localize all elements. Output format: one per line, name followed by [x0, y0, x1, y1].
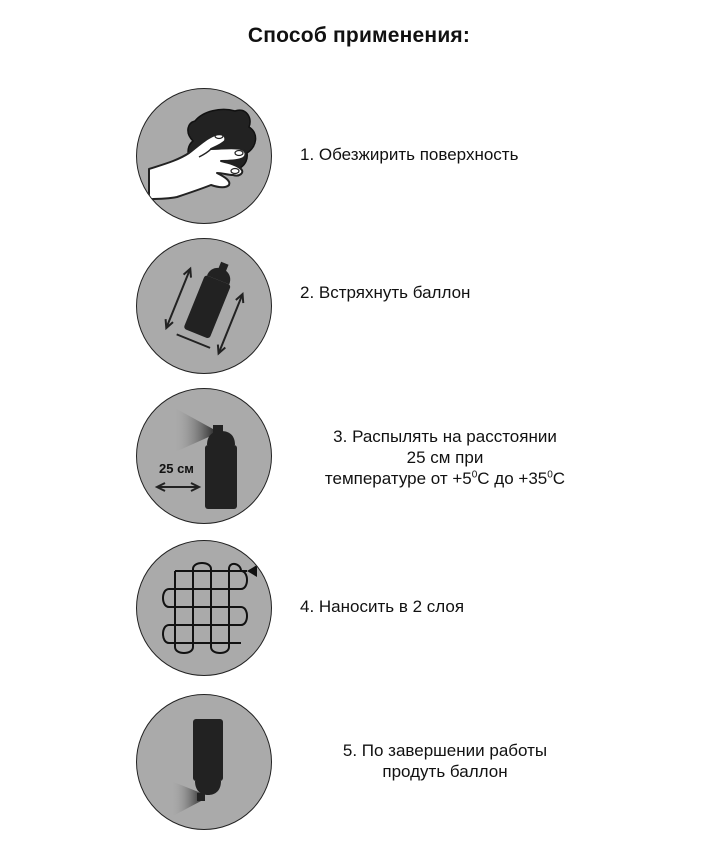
step-5	[0, 694, 718, 834]
step-3-text	[285, 426, 605, 489]
step-3-line-3-sup1: 0	[471, 469, 478, 481]
step-3-line-3-a: температуре от +5	[324, 469, 472, 488]
step-1-circle	[136, 88, 272, 224]
step-4-line-1: 4. Наносить в 2 слоя	[300, 597, 465, 616]
step-5-line-1: 5. По завершении работы	[342, 741, 548, 760]
step-3-line-2: 25 см при	[406, 448, 484, 467]
step-3-circle	[136, 388, 272, 524]
step-2-circle	[136, 238, 272, 374]
step-3-line-3-c: С	[552, 469, 566, 488]
step-5-circle	[136, 694, 272, 830]
step-3	[0, 388, 718, 528]
step-2-text	[300, 282, 640, 303]
hand-wiping-icon	[137, 89, 272, 224]
two-layers-icon	[137, 541, 272, 676]
step-3-line-1: 3. Распылять на расстоянии	[333, 427, 557, 446]
step-1	[0, 88, 718, 228]
step-2	[0, 238, 718, 378]
step-3-line-3-sup2: 0	[547, 469, 553, 481]
step-3-line-3	[285, 468, 605, 489]
step-3-distance-label: 25 см	[159, 461, 194, 476]
step-4-text	[300, 596, 640, 617]
step-1-text	[300, 144, 640, 165]
shake-can-icon	[137, 239, 272, 374]
step-4-circle	[136, 540, 272, 676]
page-title: Способ применения:	[247, 24, 471, 47]
step-5-line-2: продуть баллон	[382, 762, 508, 781]
purge-can-icon	[137, 695, 272, 830]
step-5-text	[285, 740, 605, 782]
step-1-line-1: 1. Обезжирить поверхность	[300, 145, 519, 164]
step-4	[0, 540, 718, 680]
step-3-line-3-b: С до +35	[477, 469, 548, 488]
step-2-line-1: 2. Встряхнуть баллон	[300, 283, 471, 302]
spray-distance-icon	[137, 389, 272, 524]
